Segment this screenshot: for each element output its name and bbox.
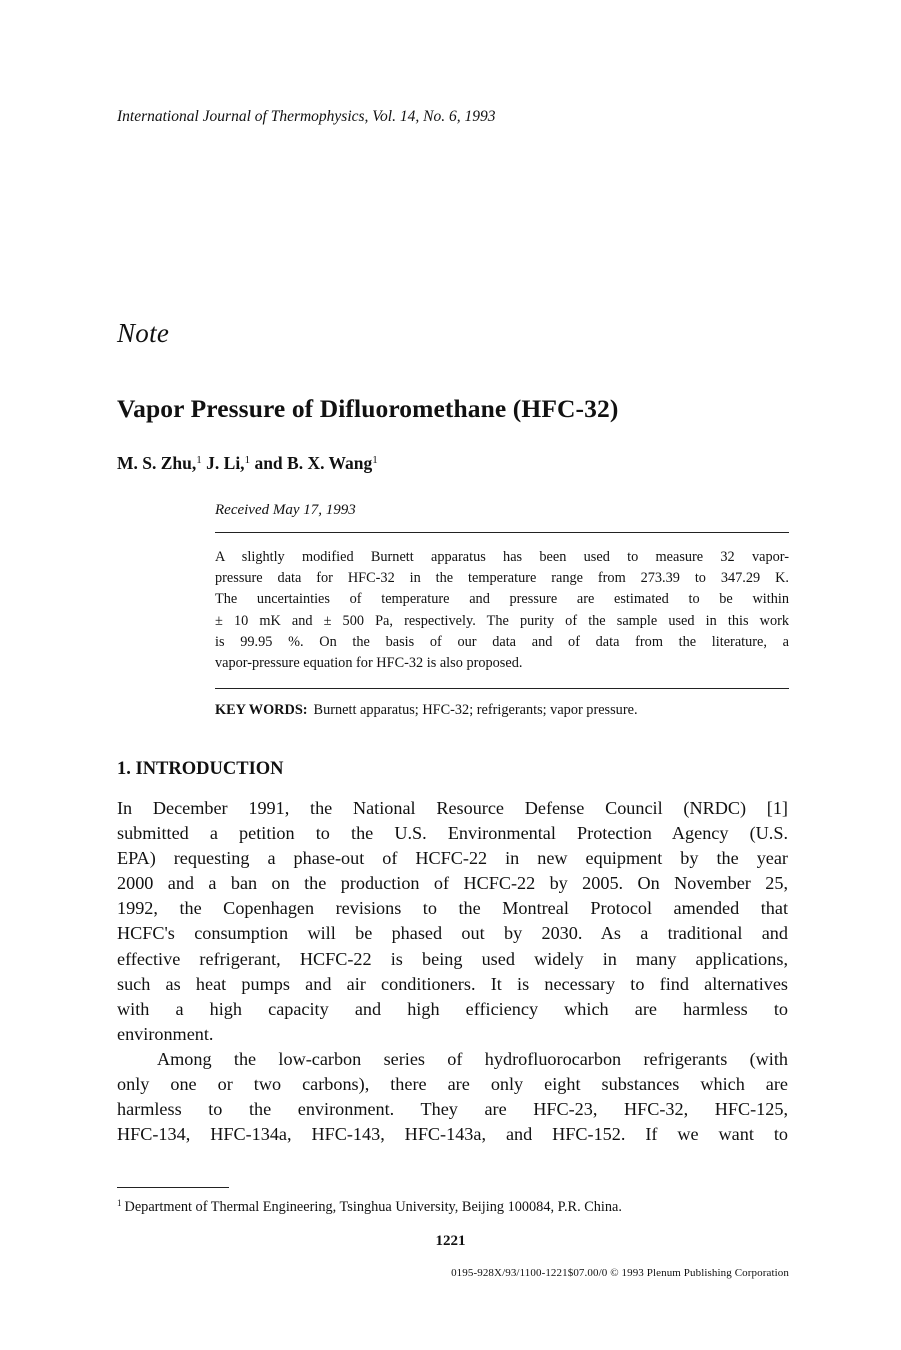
footnote-rule <box>117 1187 229 1188</box>
body-text <box>117 796 788 1147</box>
abstract-line: pressure data for HFC-32 in the temperature range from 273.39 to 347.29 K. <box>215 570 789 587</box>
received-date: Received May 17, 1993 <box>215 502 356 518</box>
footnote-mark: 1 <box>117 1198 122 1208</box>
note-label: Note <box>117 318 170 348</box>
affiliation-mark: 1 <box>244 454 251 466</box>
abstract-line: is 99.95 %. On the basis of our data and of data from the literature, a <box>215 633 789 650</box>
body-line: only one or two carbons), there are only eight substances which are <box>117 1074 788 1095</box>
journal-citation: International Journal of Thermophysics, Vol. 14, No. 6, 1993 <box>117 108 496 125</box>
body-line: EPA) requesting a phase-out of HCFC-22 in new equipment by the year <box>117 848 788 869</box>
body-line: environment. <box>117 1023 214 1044</box>
abstract <box>215 547 789 674</box>
affiliation-mark: 1 <box>372 454 378 466</box>
footnote-text: Department of Thermal Engineering, Tsinghua University, Beijing 100084, P.R. China. <box>124 1199 622 1215</box>
keywords-label: KEY WORDS: <box>215 702 308 718</box>
body-line: 2000 and a ban on the production of HCFC-22 by 2005. On November 25, <box>117 873 788 894</box>
body-line: with a high capacity and high efficiency which are harmless to <box>117 998 788 1019</box>
body-line: In December 1991, the National Resource Defense Council (NRDC) [1] <box>117 798 788 818</box>
paper-title: Vapor Pressure of Difluoromethane (HFC-32) <box>117 394 619 423</box>
body-line: HFC-134, HFC-134a, HFC-143, HFC-143a, and HFC-152. If we want to <box>117 1124 788 1145</box>
keywords <box>215 702 638 719</box>
abstract-line: vapor-pressure equation for HFC-32 is also proposed. <box>215 654 523 671</box>
page-number: 1221 <box>435 1233 466 1249</box>
abstract-line: The uncertainties of temperature and pressure are estimated to be within <box>215 591 789 608</box>
abstract-line: A slightly modified Burnett apparatus has been used to measure 32 vapor- <box>215 549 789 565</box>
body-line: 1992, the Copenhagen revisions to the Montreal Protocol amended that <box>117 898 788 919</box>
affiliation-mark: 1 <box>196 454 202 466</box>
author-list <box>117 453 378 474</box>
abstract-bottom-rule <box>215 688 789 689</box>
copyright-line: 0195-928X/93/1100-1221$07.00/0 © 1993 Plenum Publishing Corporation <box>451 1267 789 1279</box>
keywords-text: Burnett apparatus; HFC-32; refrigerants; vapor pressure. <box>313 702 638 718</box>
body-line: effective refrigerant, HCFC-22 is being used widely in many applications, <box>117 948 788 969</box>
abstract-top-rule <box>215 532 789 533</box>
author-name: and B. X. Wang <box>254 453 373 473</box>
body-line: submitted a petition to the U.S. Environmental Protection Agency (U.S. <box>117 823 788 844</box>
body-line: Among the low-carbon series of hydrofluorocarbon refrigerants (with <box>157 1048 788 1069</box>
footnote <box>117 1198 622 1216</box>
body-line: HCFC's consumption will be phased out by 2030. As a traditional and <box>117 923 788 944</box>
author-name: M. S. Zhu, <box>117 453 197 473</box>
section-heading: 1. INTRODUCTION <box>117 759 284 779</box>
body-line: harmless to the environment. They are HFC-23, HFC-32, HFC-125, <box>117 1099 788 1120</box>
body-line: such as heat pumps and air conditioners. It is necessary to find alternatives <box>117 973 788 994</box>
abstract-line: ± 10 mK and ± 500 Pa, respectively. The purity of the sample used in this work <box>215 612 789 629</box>
author-name: J. Li, <box>206 453 245 473</box>
